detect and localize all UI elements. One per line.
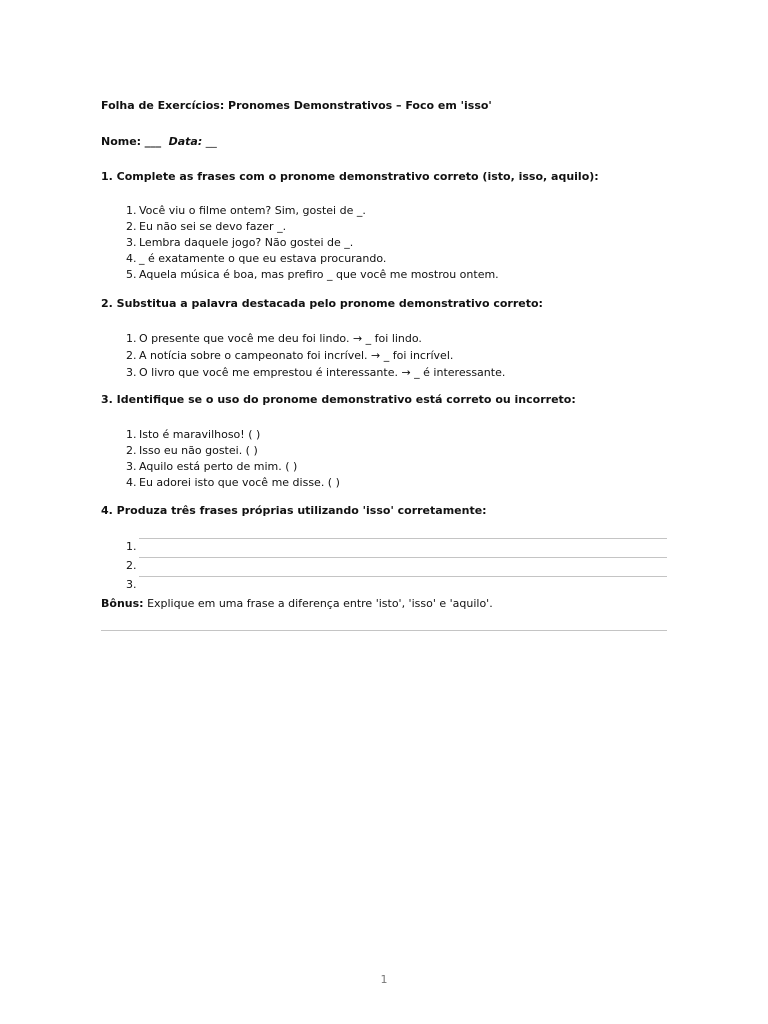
list-item — [126, 460, 297, 474]
list-item — [126, 220, 286, 234]
list-item — [126, 236, 353, 250]
item-text: O livro que você me emprestou é interessante. → _ é interessante. — [139, 366, 506, 379]
list-item — [126, 252, 386, 266]
item-number: 1. — [126, 428, 137, 441]
page-number: 1 — [380, 973, 388, 986]
name-date-line — [101, 135, 217, 149]
list-item — [126, 366, 505, 380]
item-number: 3. — [126, 578, 137, 591]
answer-line — [139, 538, 667, 539]
section-4-heading: 4. Produza três frases próprias utilizando 'isso' corretamente: — [101, 504, 487, 517]
list-item — [126, 268, 499, 282]
item-text: A notícia sobre o campeonato foi incrível. → _ foi incrível. — [139, 349, 454, 362]
list-item — [126, 444, 258, 458]
item-number: 2. — [126, 349, 137, 362]
list-item — [126, 476, 340, 490]
item-text: Eu não sei se devo fazer _. — [139, 220, 287, 233]
section-1-heading: 1. Complete as frases com o pronome demonstrativo correto (isto, isso, aquilo): — [101, 170, 599, 183]
bonus-label: Bônus: — [101, 597, 144, 610]
item-number: 3. — [126, 236, 137, 249]
answer-line — [139, 576, 667, 577]
answer-line — [139, 557, 667, 558]
item-number: 2. — [126, 220, 137, 233]
item-number: 1. — [126, 540, 137, 553]
item-number: 2. — [126, 559, 137, 572]
worksheet-title: Folha de Exercícios: Pronomes Demonstrativos – Foco em 'isso' — [101, 99, 492, 112]
bonus-answer-line — [101, 630, 667, 631]
date-blank: __ — [205, 135, 217, 148]
item-text: _ é exatamente o que eu estava procurando. — [139, 252, 387, 265]
item-text: Lembra daquele jogo? Não gostei de _. — [139, 236, 354, 249]
item-text: Aquilo está perto de mim. ( ) — [139, 460, 298, 473]
item-number: 1. — [126, 204, 137, 217]
item-text: Eu adorei isto que você me disse. ( ) — [139, 476, 340, 489]
item-number: 3. — [126, 460, 137, 473]
answer-item — [126, 578, 139, 592]
list-item — [126, 204, 366, 218]
date-label: Data: — [168, 135, 203, 148]
list-item — [126, 332, 422, 346]
bonus-text: Explique em uma frase a diferença entre 'isto', 'isso' e 'aquilo'. — [147, 597, 493, 610]
answer-item — [126, 540, 139, 554]
answer-item — [126, 559, 139, 573]
item-text: Isso eu não gostei. ( ) — [139, 444, 258, 457]
item-number: 4. — [126, 252, 137, 265]
name-blank: ___ — [144, 135, 162, 148]
section-2-heading: 2. Substitua a palavra destacada pelo pronome demonstrativo correto: — [101, 297, 543, 310]
item-text: Aquela música é boa, mas prefiro _ que você me mostrou ontem. — [139, 268, 499, 281]
list-item — [126, 428, 260, 442]
name-label: Nome: — [101, 135, 142, 148]
section-3-heading: 3. Identifique se o uso do pronome demonstrativo está correto ou incorreto: — [101, 393, 576, 406]
list-item — [126, 349, 453, 363]
item-number: 5. — [126, 268, 137, 281]
item-number: 1. — [126, 332, 137, 345]
bonus-line — [101, 597, 493, 611]
item-number: 2. — [126, 444, 137, 457]
item-text: Isto é maravilhoso! ( ) — [139, 428, 261, 441]
item-number: 3. — [126, 366, 137, 379]
item-number: 4. — [126, 476, 137, 489]
item-text: O presente que você me deu foi lindo. → _ foi lindo. — [139, 332, 422, 345]
item-text: Você viu o filme ontem? Sim, gostei de _. — [139, 204, 366, 217]
